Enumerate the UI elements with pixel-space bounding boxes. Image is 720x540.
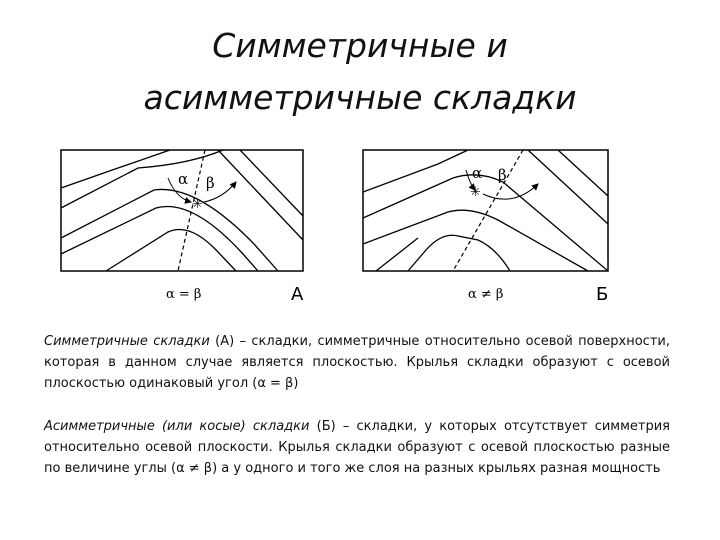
- layer-line: [61, 189, 278, 271]
- alpha-label: α: [472, 164, 483, 182]
- panel-symmetric-fold: [61, 150, 304, 305]
- panel-label-b: Б: [596, 284, 609, 305]
- panel-label-a: А: [291, 284, 304, 305]
- title-line-2: асимметричные складки: [143, 78, 577, 117]
- layer-line: [61, 150, 170, 188]
- panel-asymmetric-fold: [363, 150, 608, 305]
- layer-line: [363, 210, 588, 271]
- layer-line: [106, 230, 236, 272]
- layer-line: [218, 150, 303, 240]
- folds-figure: [58, 140, 628, 305]
- layer-line: [363, 150, 468, 192]
- angle-relation-label: α ≠ β: [468, 287, 504, 302]
- paragraph-symmetric-folds: [44, 331, 670, 394]
- layer-line: [558, 150, 608, 196]
- paragraph-body: (Б) – складки, у которых отсутствует симметрия относительно осевой плоскости. Крылья складки образуют с осевой плоскостью разные по величине углы (α ≠ β) а у одного и того же слоя на разных крыльях разная мощность: [44, 419, 671, 476]
- paragraph-term: Симметричные складки: [44, 334, 210, 349]
- paragraph-body: (А) – складки, симметричные относительно осевой поверхности, которая в данном случае является плоскостью. Крылья складки образуют с осевой плоскостью одинаковый угол (α = β): [44, 334, 670, 391]
- title-line-1: Симметричные и: [212, 26, 508, 65]
- alpha-label: α: [178, 170, 189, 188]
- layer-line: [408, 235, 510, 271]
- layer-line: [61, 206, 258, 271]
- fold-hinge-mark: ✳: [470, 185, 481, 200]
- paragraph-asymmetric-folds: [44, 416, 670, 479]
- beta-label: β: [498, 166, 507, 184]
- beta-label: β: [206, 174, 215, 192]
- angle-beta-arc: [483, 184, 538, 199]
- angle-relation-label: α = β: [166, 287, 202, 302]
- paragraph-term: Асимметричные (или косые) складки: [44, 419, 310, 434]
- slide-title: [0, 20, 720, 124]
- fold-hinge-mark: ✳: [192, 197, 203, 212]
